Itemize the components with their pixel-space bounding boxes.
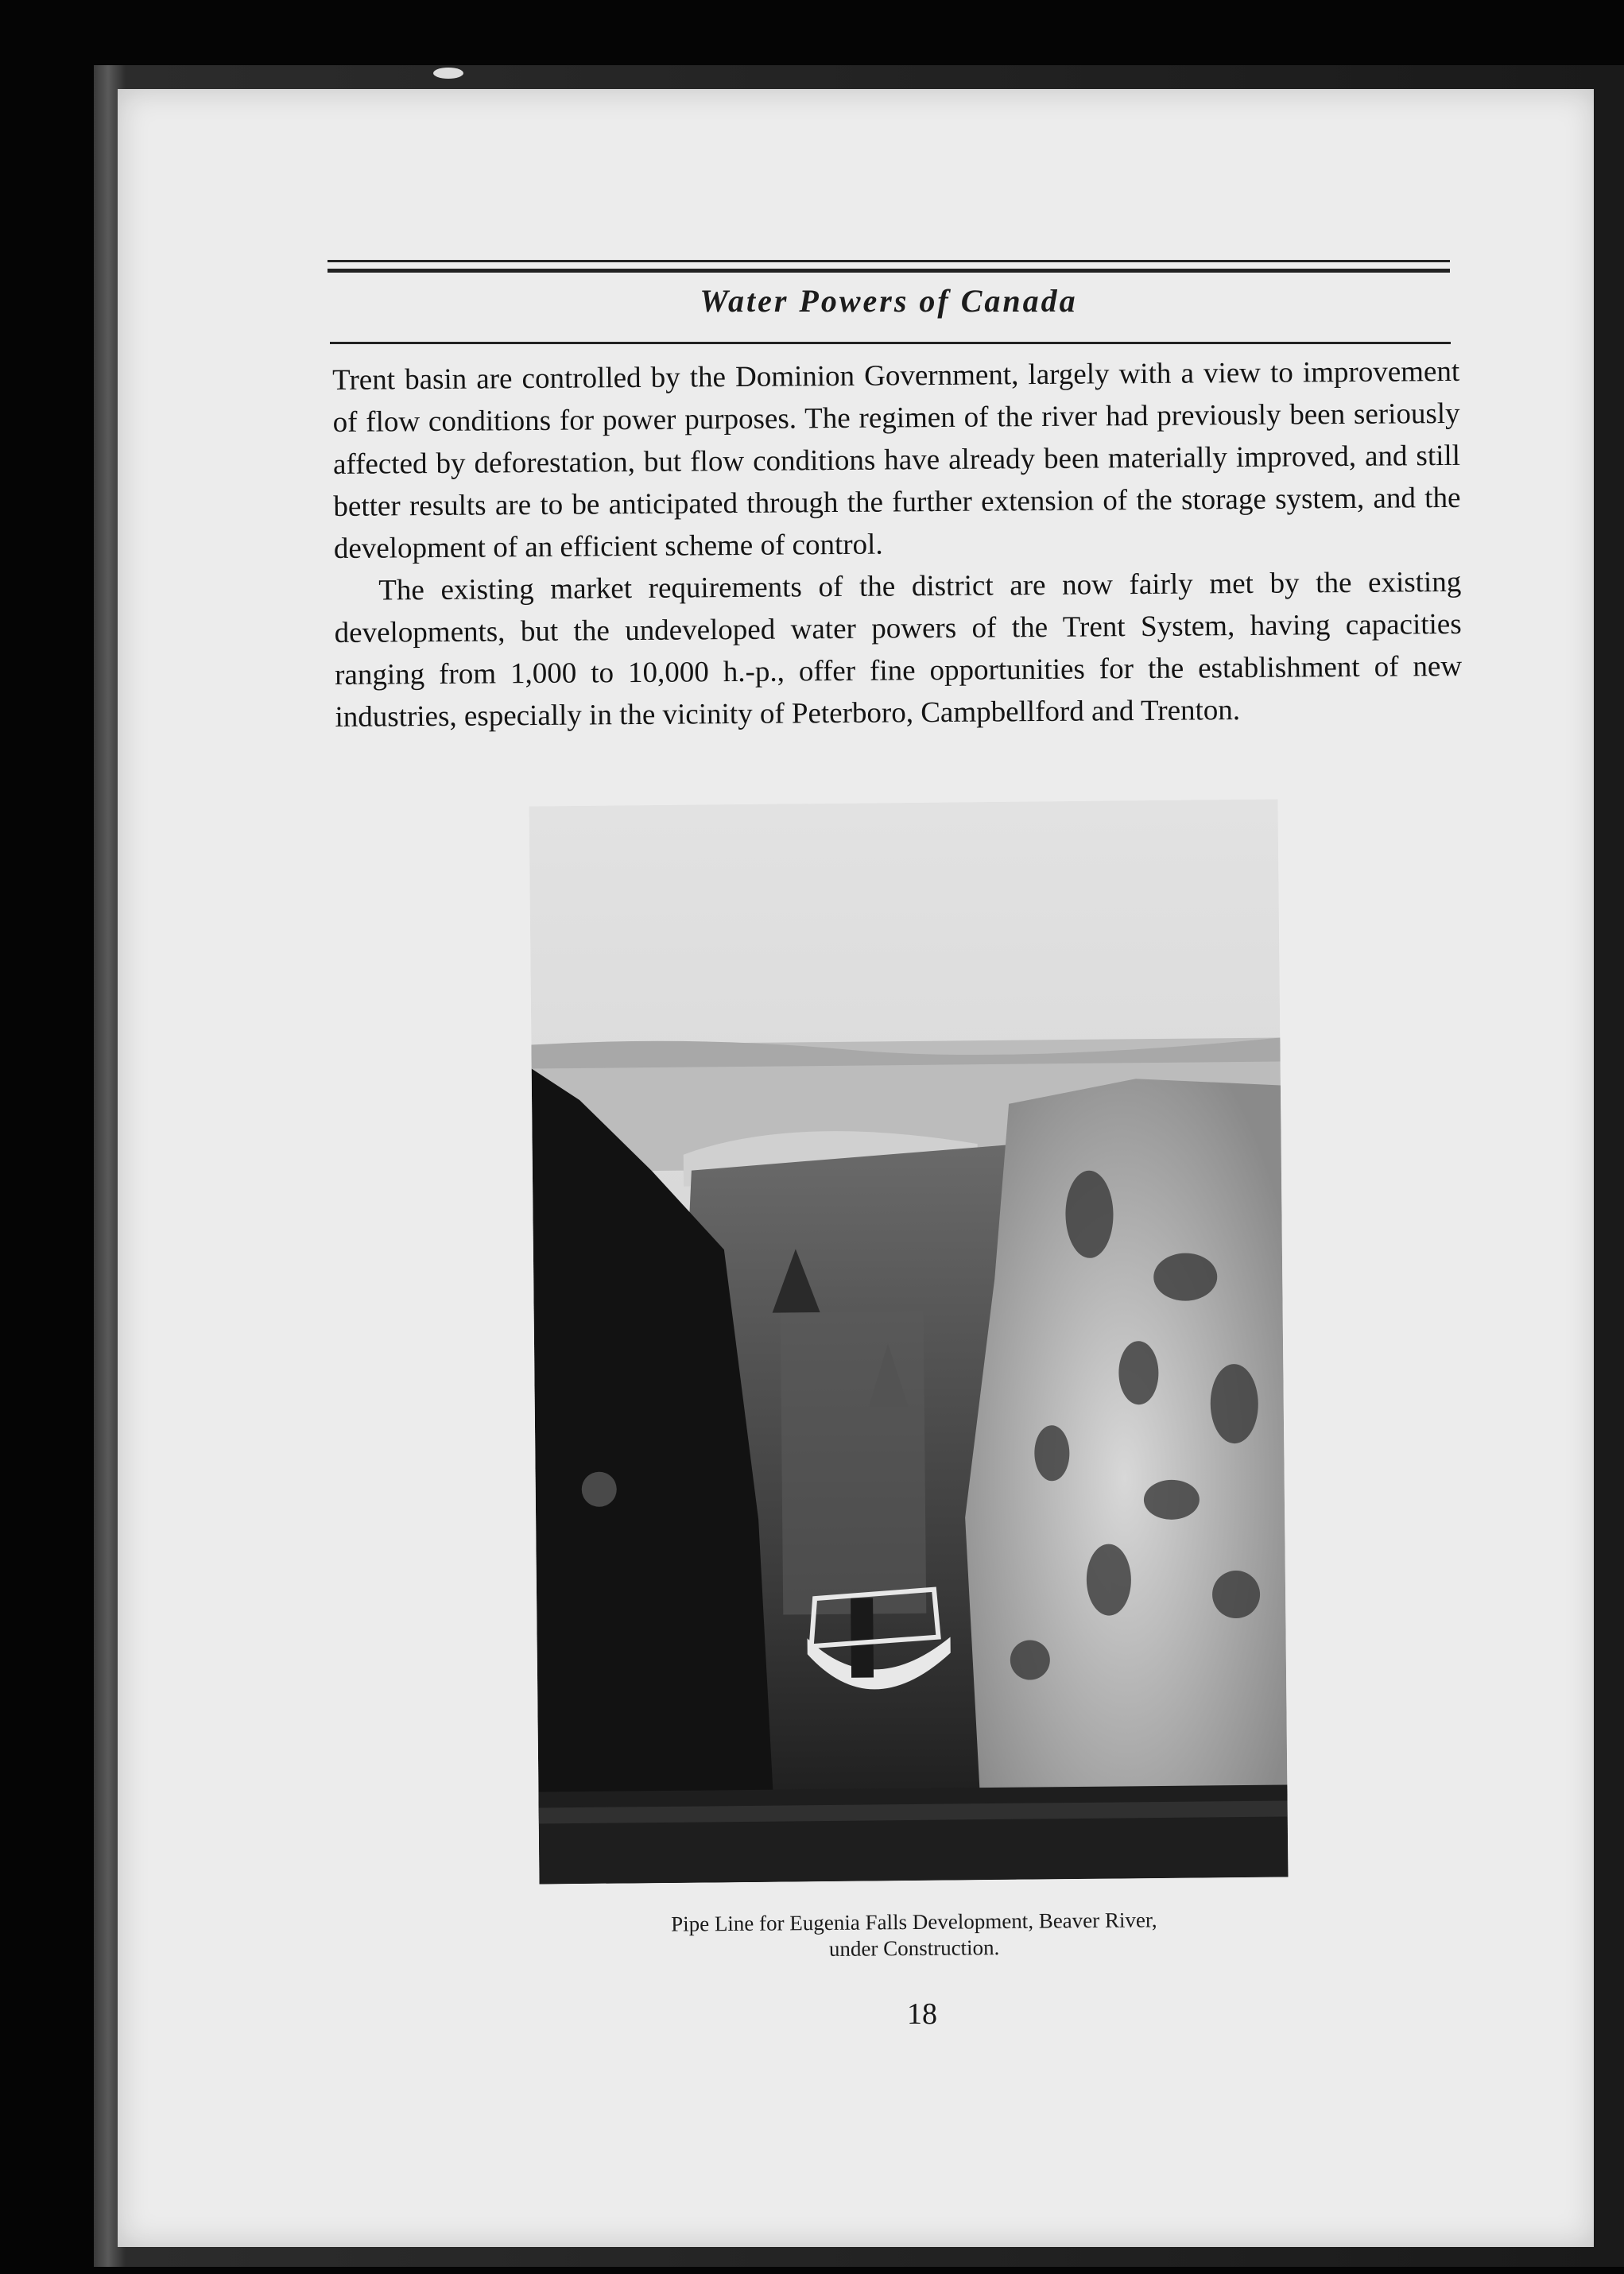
page-number: 18	[907, 1997, 937, 2031]
paragraph: The existing market requirements of the district are now fairly met by the existing developments, but the undeveloped water powers of the Trent System, having capacities ranging from 1,000 to 10,000 h.-p., offer fine opportunities for the establishment of new industries, especially in the vicinity of Peterboro, Campbellford and Trenton.	[334, 565, 1463, 734]
page-edge	[1594, 89, 1599, 2247]
header-rule	[330, 342, 1451, 344]
caption-line: Pipe Line for Eugenia Falls Development, Beaver River,	[670, 1908, 1157, 1936]
caption-line: under Construction.	[828, 1935, 1000, 1961]
photo-caption	[556, 1906, 1273, 1965]
running-head: Water Powers of Canada	[700, 283, 1078, 319]
body-text	[332, 351, 1463, 738]
scan-speck	[433, 68, 463, 79]
header-rule	[328, 269, 1450, 273]
header-rule	[328, 260, 1450, 262]
photograph	[529, 800, 1289, 1885]
paragraph: Trent basin are controlled by the Dominion Government, largely with a view to improvement of flow conditions for power purposes. The regimen of the river had previously been seriously affected by deforestation, but flow conditions have already been materially improved, and still better results are to be anticipated through the further extension of the storage system, and the development of an efficient scheme of control.	[332, 354, 1461, 565]
